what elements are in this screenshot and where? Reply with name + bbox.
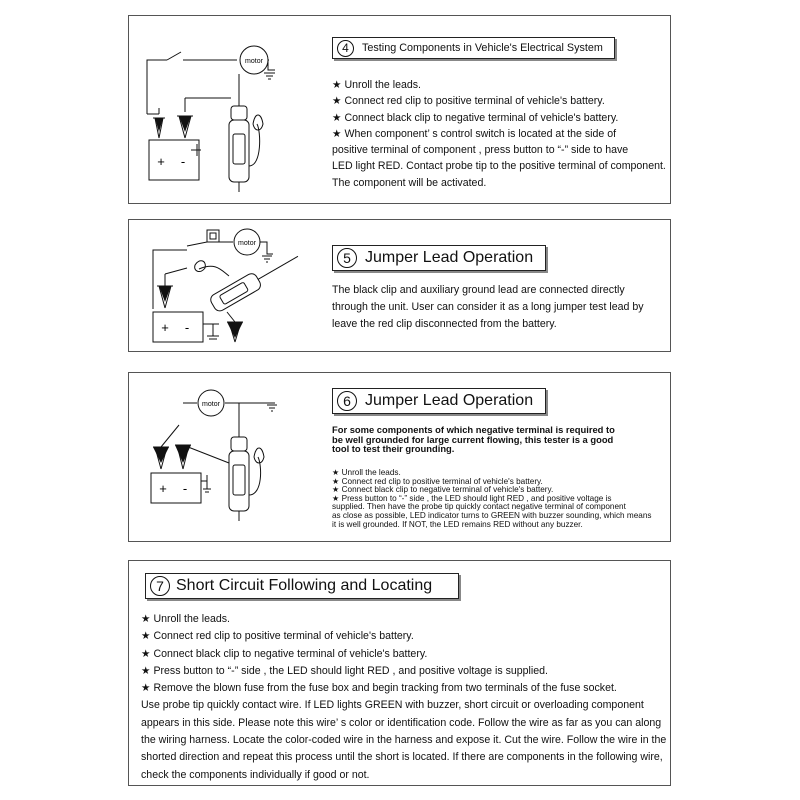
section-4-number: 4 xyxy=(337,40,354,57)
section-7-line: ★ Remove the blown fuse from the fuse box and begin tracking from two terminals of the fuse socket. xyxy=(141,682,617,695)
section-7-line: ★ Connect black clip to negative terminal of vehicle's battery. xyxy=(141,647,428,660)
section-4-line: LED light RED. Contact probe tip to the positive terminal of component. xyxy=(332,160,666,173)
section-6-lead-line: tool to test their grounding. xyxy=(332,443,455,455)
section-5-title-box xyxy=(332,245,546,271)
section-7-panel xyxy=(128,560,671,786)
section-4-text xyxy=(332,77,666,191)
section-5-line: through the unit. User can consider it as a long jumper test lead by xyxy=(332,301,644,313)
section-7-line: ★ Connect red clip to positive terminal of vehicle's battery. xyxy=(141,630,414,643)
battery-plus-label: + xyxy=(161,320,169,335)
section-6-lead xyxy=(332,425,615,454)
battery-minus-label: - xyxy=(184,320,190,335)
motor-label: motor xyxy=(202,401,220,408)
section-6-diagram xyxy=(143,385,323,535)
battery-minus-label: - xyxy=(180,154,186,169)
section-6-text xyxy=(332,469,651,529)
section-7-title-box xyxy=(145,573,459,599)
section-7-line: check the components individually if good or not. xyxy=(141,768,370,781)
section-6-lead-line: be well grounded for large current flowing, this tester is a good xyxy=(332,433,614,445)
section-6-panel xyxy=(128,372,671,542)
section-4-title: Testing Components in Vehicle's Electrical System xyxy=(362,42,603,54)
section-6-line: ★ Press button to “-” side , the LED should light RED , and positive voltage is xyxy=(332,493,612,503)
section-4-title-box xyxy=(332,37,615,59)
section-5-line: leave the red clip disconnected from the battery. xyxy=(332,318,557,330)
section-7-number: 7 xyxy=(150,576,170,596)
section-6-line: ★ Connect black clip to negative terminal of vehicle's battery. xyxy=(332,485,554,495)
section-7-line: Use probe tip quickly contact wire. If LED lights GREEN with buzzer, short circuit or overloading component xyxy=(141,699,644,712)
section-7-title: Short Circuit Following and Locating xyxy=(176,577,433,594)
section-6-line: supplied. Then have the probe tip quickly contact negative terminal of component xyxy=(332,502,626,512)
section-7-line: appears in this side. Please note this wire’ s color or identification code. Follow the wire as far as you can along xyxy=(141,716,662,729)
motor-label: motor xyxy=(245,58,263,65)
section-6-number: 6 xyxy=(337,391,357,411)
section-4-line: positive terminal of component , press button to “-” side to have xyxy=(332,144,629,157)
section-4-diagram xyxy=(137,36,317,196)
section-6-title-box xyxy=(332,388,546,414)
section-4-line: ★ Unroll the leads. xyxy=(332,79,421,91)
section-6-line: ★ Connect red clip to positive terminal of vehicle's battery. xyxy=(332,476,543,486)
section-7-line: shorted direction and repeat this process until the short is located. If there are components in the following wire, xyxy=(141,751,663,764)
section-4-line: ★ When component’ s control switch is located at the side of xyxy=(332,127,617,140)
section-5-title: Jumper Lead Operation xyxy=(365,249,534,266)
section-7-line: ★ Unroll the leads. xyxy=(141,613,230,625)
section-6-line: as close as possible, LED indicator turns to GREEN with buzzer sounding, which means xyxy=(332,510,652,520)
section-6-lead-line: For some components of which negative terminal is required to xyxy=(332,424,615,435)
battery-minus-label: - xyxy=(182,481,188,496)
section-7-line: ★ Press button to “-” side , the LED should light RED , and positive voltage is supplied. xyxy=(141,664,548,677)
section-6-line: ★ Unroll the leads. xyxy=(332,468,401,477)
section-4-line: ★ Connect black clip to negative terminal of vehicle's battery. xyxy=(332,111,619,124)
section-5-number: 5 xyxy=(337,248,357,268)
section-4-line: The component will be activated. xyxy=(332,176,487,189)
section-5-panel xyxy=(128,219,671,352)
battery-plus-label: + xyxy=(157,154,165,169)
section-5-line: The black clip and auxiliary ground lead are connected directly xyxy=(332,284,625,296)
battery-plus-label: + xyxy=(159,481,167,496)
section-6-title: Jumper Lead Operation xyxy=(365,392,534,409)
section-6-line: it is well grounded. If NOT, the LED remains RED without any buzzer. xyxy=(332,519,583,529)
motor-label: motor xyxy=(238,240,256,247)
section-5-text xyxy=(332,282,644,333)
section-7-text xyxy=(141,611,666,784)
section-7-line: the wiring harness. Locate the color-coded wire in the harness and expose it. Cut the wire. Follow the wire in the xyxy=(141,734,667,747)
section-5-diagram xyxy=(141,224,321,349)
section-4-panel xyxy=(128,15,671,204)
section-4-line: ★ Connect red clip to positive terminal of vehicle's battery. xyxy=(332,95,605,108)
